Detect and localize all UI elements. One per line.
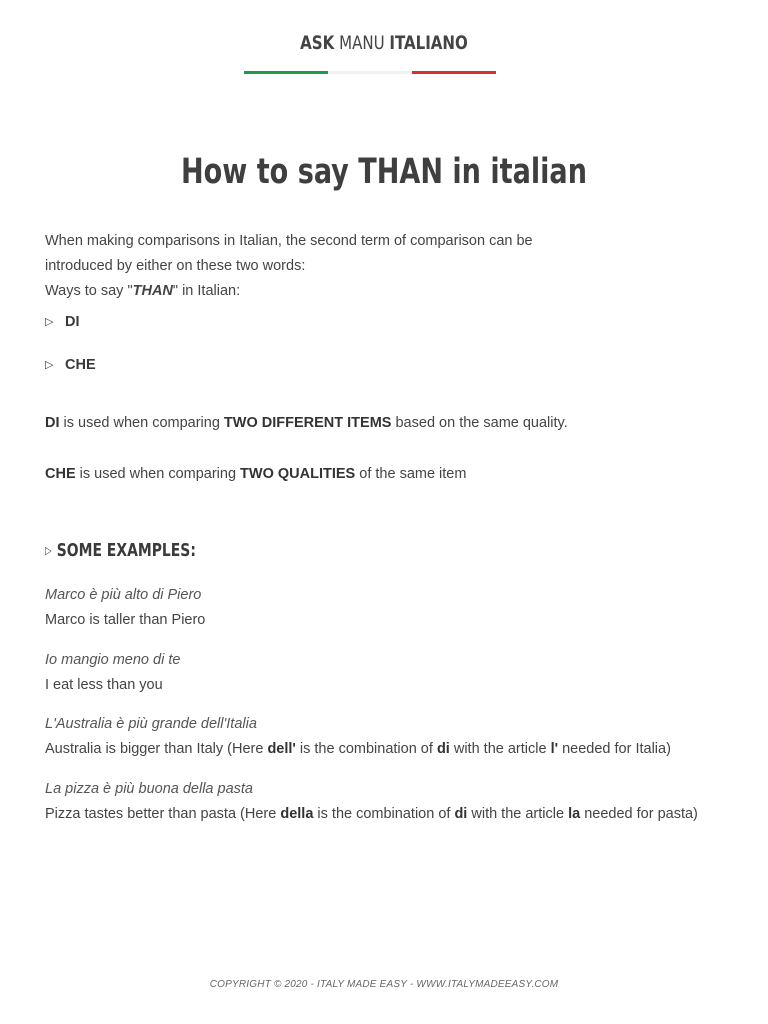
rule-di-text1: is used when comparing <box>59 415 224 431</box>
ways-prefix: Ways to say " <box>45 283 133 299</box>
rule-che <box>45 466 466 482</box>
rule-di-text2: based on the same quality. <box>391 415 568 431</box>
intro-line-1: When making comparisons in Italian, the second term of comparison can be <box>45 233 533 249</box>
flag-red-stripe <box>412 71 496 74</box>
example-english-part: with the article <box>449 741 551 757</box>
bullet-che <box>45 357 96 373</box>
example-english: I eat less than you <box>45 677 163 693</box>
example-item <box>45 587 723 633</box>
example-english <box>45 736 723 762</box>
bullet-label-di: DI <box>65 314 80 330</box>
example-english-part: Pizza tastes better than pasta (Here <box>45 806 281 822</box>
bullet-label-che: CHE <box>65 357 96 373</box>
site-logo[interactable] <box>46 32 722 54</box>
rule-che-text1: is used when comparing <box>75 466 241 482</box>
ways-line <box>45 279 723 304</box>
rule-di-term: DI <box>45 415 60 431</box>
example-italian: La pizza è più buona della pasta <box>45 781 253 797</box>
example-english-part: with the article <box>467 806 569 822</box>
brand-part-manu: MANU <box>339 32 385 54</box>
example-english-part: is the combination of <box>295 741 437 757</box>
example-english-bold: di <box>454 806 468 822</box>
flag-white-stripe <box>328 71 412 74</box>
example-english <box>45 801 723 827</box>
example-item <box>45 781 723 827</box>
examples-heading <box>45 540 196 561</box>
italian-flag-divider <box>244 71 496 74</box>
example-english-bold: di <box>436 741 450 757</box>
triangle-right-icon: ▷ <box>45 316 54 328</box>
example-english-bold: l' <box>550 741 559 757</box>
copyright-footer: COPYRIGHT © 2020 - ITALY MADE EASY - WWW.ITALYMADEEASY.COM <box>209 979 559 990</box>
ways-suffix: " in Italian: <box>172 283 241 299</box>
intro-text <box>45 229 723 304</box>
rule-che-term: CHE <box>45 466 76 482</box>
page-title: How to say THAN in italian <box>181 152 587 192</box>
example-english-part: needed for Italia) <box>558 741 671 757</box>
rule-che-text2: of the same item <box>355 466 467 482</box>
example-item <box>45 652 723 698</box>
example-italian: Io mangio meno di te <box>45 652 181 668</box>
rule-che-emphasis: TWO QUALITIES <box>240 466 356 482</box>
rule-di-emphasis: TWO DIFFERENT ITEMS <box>223 415 392 431</box>
triangle-right-icon: ▷ <box>45 359 54 371</box>
intro-line-2: introduced by either on these two words: <box>45 258 306 274</box>
example-italian: L'Australia è più grande dell'Italia <box>45 716 257 732</box>
example-english: Marco is taller than Piero <box>45 612 206 628</box>
flag-green-stripe <box>244 71 328 74</box>
example-english-part: Australia is bigger than Italy (Here <box>45 741 268 757</box>
example-english-bold: della <box>280 806 314 822</box>
bullet-di <box>45 314 80 330</box>
rule-di <box>45 415 568 431</box>
brand-part-italiano: ITALIANO <box>389 32 468 54</box>
examples-heading-label: SOME EXAMPLES: <box>56 540 196 561</box>
example-item <box>45 716 723 762</box>
example-english-bold: dell' <box>267 741 296 757</box>
example-english-part: needed for pasta) <box>580 806 698 822</box>
brand-part-ask: ASK <box>300 32 335 54</box>
example-english-part: is the combination of <box>313 806 455 822</box>
example-italian: Marco è più alto di Piero <box>45 587 202 603</box>
ways-word: THAN <box>132 283 173 299</box>
example-english-bold: la <box>568 806 581 822</box>
triangle-right-icon: ▷ <box>45 544 52 557</box>
